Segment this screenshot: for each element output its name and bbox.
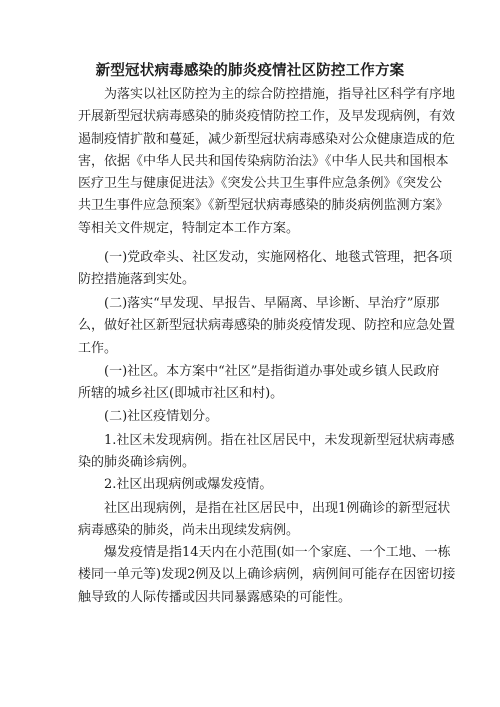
- text-line: 共卫生事件应急预案》《新型冠状病毒感染的肺炎病例监测方案》: [78, 198, 449, 214]
- text-line: 开展新型冠状病毒感染的肺炎疫情防控工作，及早发现病例，有效: [78, 109, 456, 125]
- text-line: 病毒感染的肺炎，尚未出现续发病例。: [78, 523, 300, 539]
- text-line: 工作。: [78, 340, 118, 356]
- paragraph-principle-2: [78, 293, 456, 360]
- text-line: 1.社区未发现病例。指在社区居民中，未发现新型冠状病毒感: [78, 433, 455, 448]
- text-line: 等相关文件规定，特制定本工作方案。: [78, 220, 300, 236]
- paragraph-principle-1: [78, 247, 453, 292]
- text-line: 染的肺炎确诊病例。: [78, 455, 196, 471]
- paragraph-cases-or-outbreak: [78, 474, 388, 496]
- text-line: 防控措施落到实处。: [78, 272, 196, 288]
- paragraph-outbreak-definition: [78, 542, 456, 609]
- document-title: 新型冠状病毒感染的肺炎疫情社区防控工作方案: [95, 63, 405, 79]
- text-line: (二)社区疫情划分。: [78, 409, 219, 424]
- text-line: 所辖的城乡社区(即城市社区和村)。: [78, 386, 284, 402]
- text-line: 医疗卫生与健康促进法》《突发公共卫生事件应急条例》《突发公: [78, 176, 443, 192]
- text-line: 爆发疫情是指14天内在小范围(如一个家庭、一个工地、一栋: [78, 545, 451, 560]
- text-line: 为落实以社区防控为主的综合防控措施，指导社区科学有序地: [78, 87, 456, 102]
- text-line: 遏制疫情扩散和蔓延，减少新型冠状病毒感染对公众健康造成的危: [78, 131, 456, 147]
- text-line: 2.社区出现病例或爆发疫情。: [78, 477, 273, 492]
- paragraph-epidemic-classification: [78, 406, 388, 428]
- text-line: 社区出现病例，是指在社区居民中，出现1例确诊的新型冠状: [78, 501, 451, 516]
- paragraph-intro: [78, 84, 456, 240]
- paragraph-definition-community: [78, 361, 440, 406]
- text-line: 楼同一单元等)发现2例及以上确诊病例，病例间可能存在因密切接: [78, 567, 456, 583]
- text-line: 触导致的人际传播或因共同暴露感染的可能性。: [78, 589, 352, 605]
- paragraph-no-cases: [78, 430, 455, 475]
- text-line: (二)落实“早发现、早报告、早隔离、早诊断、早治疗”原那: [78, 296, 440, 311]
- text-line: (一)党政牵头、社区发动，实施网格化、地毯式管理，把各项: [78, 250, 453, 265]
- text-line: 害，依据《中华人民共和国传染病防治法》《中华人民共和国根本: [78, 153, 449, 169]
- paragraph-case-definition: [78, 498, 451, 543]
- text-line: 么，做好社区新型冠状病毒感染的肺炎疫情发现、防控和应急处置: [78, 318, 456, 334]
- text-line: (一)社区。本方案中“社区”是指街道办事处或乡镇人民政府: [78, 364, 440, 379]
